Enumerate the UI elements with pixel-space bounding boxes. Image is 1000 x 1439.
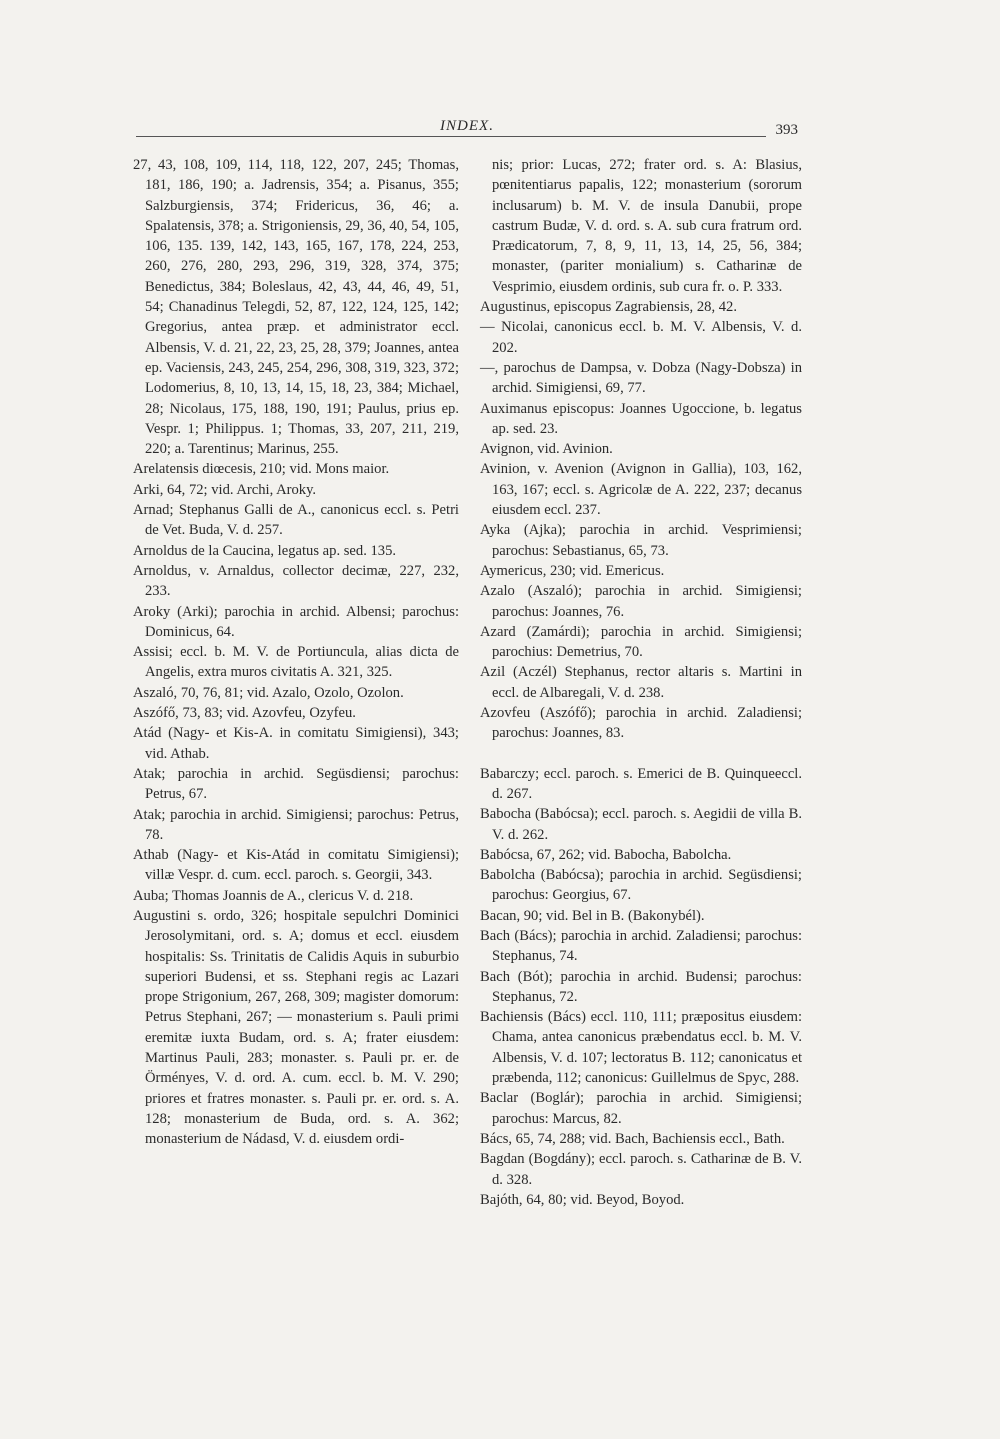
index-entry: Avignon, vid. Avinion.: [480, 441, 613, 458]
index-column-right: [480, 155, 802, 1210]
index-entry: Babocha (Babócsa); eccl. paroch. s. Aegidii de villa B. V. d. 262.: [480, 806, 802, 843]
index-entry: Avinion, v. Avenion (Avignon in Gallia), 103, 162, 163, 167; eccl. s. Agricolæ de A. 222, 237; decanus eiusdem eccl. 237.: [480, 461, 802, 519]
index-entry: Auximanus episcopus: Joannes Ugoccione, b. legatus ap. sed. 23.: [480, 400, 802, 437]
index-entry: Aszófő, 73, 83; vid. Azovfeu, Ozyfeu.: [133, 705, 356, 722]
page-header: [136, 118, 798, 140]
index-entry: Aroky (Arki); parochia in archid. Albensi; parochus: Dominicus, 64.: [133, 603, 459, 640]
index-entry: Bacan, 90; vid. Bel in B. (Bakonybél).: [480, 907, 705, 924]
index-entry: Baclar (Boglár); parochia in archid. Simigiensi; parochus: Marcus, 82.: [480, 1090, 802, 1127]
index-entry: Atád (Nagy- et Kis-A. in comitatu Simigiensi), 343; vid. Athab.: [133, 725, 459, 762]
page-number: 393: [775, 122, 798, 138]
section-gap: [480, 744, 802, 764]
index-entry: Atak; parochia in archid. Següsdiensi; parochus: Petrus, 67.: [133, 765, 459, 803]
index-entry: Augustini s. ordo, 326; hospitale sepulchri Dominici Jerosolymitani, ord. s. A; domus et eccl. eiusdem hospitalis: Ss. Trinitatis de Calidis Aquis in suburbio superiori Budensi, et ss. Stephani regis ac Lazari prope Strigonium, 267, 268, 309; magister domorum: Petrus Stephani, 267; — monasterium s. Pauli primi eremitæ iuxta Budam, ord. s. A; frater eiusdem: Martinus Pauli, 283; monaster. s. Pauli pr. er. de Örményes, V. d. ord. A. cum. eccl. b. M. V. 290; priores et fratres monaster. s. Pauli pr. er. ord. s. A. 128; monasterium de Buda, ord. s. A. 362; monasterium de Nádasd, V. d. eiusdem ordi-: [133, 907, 459, 1148]
index-entry: Babócsa, 67, 262; vid. Babocha, Babolcha.: [480, 846, 732, 863]
index-entry: Bachiensis (Bács) eccl. 110, 111; præpositus eiusdem: Chama, antea canonicus præbendatus eccl. b. M. V. Albensis, V. d. 107; lectoratus B. 112; canonicatus et præbenda, 112; canonicus: Guillelmus de Spyc, 288.: [480, 1009, 802, 1087]
index-entry: Azard (Zamárdi); parochia in archid. Simigiensi; parochius: Demetrius, 70.: [480, 623, 802, 661]
index-entry: Aszaló, 70, 76, 81; vid. Azalo, Ozolo, Ozolon.: [133, 684, 404, 701]
index-entry: Aymericus, 230; vid. Emericus.: [480, 562, 665, 579]
index-entry: Athab (Nagy- et Kis-Atád in comitatu Simigiensi); villæ Vespr. d. cum. eccl. paroch. s. Georgii, 343.: [133, 847, 459, 884]
index-entry: Bajóth, 64, 80; vid. Beyod, Boyod.: [480, 1191, 685, 1208]
index-entry: Ayka (Ajka); parochia in archid. Vesprimiensi; parochus: Sebastianus, 65, 73.: [480, 522, 802, 559]
index-entry: Arki, 64, 72; vid. Archi, Aroky.: [133, 481, 317, 498]
index-entry: Babarczy; eccl. paroch. s. Emerici de B. Quinqueeccl. d. 267.: [480, 765, 802, 802]
index-entry: — Nicolai, canonicus eccl. b. M. V. Albensis, V. d. 202.: [480, 319, 802, 356]
running-title: INDEX.: [440, 118, 494, 134]
index-entry: nis; prior: Lucas, 272; frater ord. s. A: Blasius, pœnitentiarus papalis, 122; monasterium (sororum inclusarum) b. M. V. de insula Danubii, prope castrum Budæ, V. d. ord. s. A. sub cura fratrum ord. Prædicatorum, 7, 8, 9, 11, 13, 14, 25, 56, 384; monaster, (pariter monialium) s. Catharinæ de Vesprimio, eiusdem ordinis, sub cura fr. o. P. 333.: [492, 157, 802, 295]
index-entry: 27, 43, 108, 109, 114, 118, 122, 207, 245; Thomas, 181, 186, 190; a. Jadrensis, 354; a. Pisanus, 355; Salzburgiensis, 374; Fridericus, 36, 46; a. Spalatensis, 378; a. Strigoniensis, 29, 36, 40, 54, 105, 106, 135. 139, 142, 143, 165, 167, 178, 224, 253, 260, 276, 280, 293, 296, 319, 328, 374, 375; Benedictus, 384; Boleslaus, 42, 43, 44, 46, 49, 51, 54; Chanadinus Telegdi, 52, 87, 122, 124, 125, 142; Gregorius, antea præp. et administrator eccl. Albensis, V. d. 21, 22, 23, 25, 28, 379; Joannes, antea ep. Vaciensis, 243, 245, 254, 296, 308, 319, 323, 372; Lodomerius, 8, 10, 13, 14, 15, 18, 23, 384; Michael, 28; Nicolaus, 175, 188, 190, 191; Paulus, prius ep. Vespr. 1; Philippus. 1; Thomas, 33, 207, 211, 219, 220; a. Tarentinus; Marinus, 255.: [133, 157, 459, 458]
index-column-left: [133, 155, 459, 1150]
index-entry: Bach (Bót); parochia in archid. Budensi; parochus: Stephanus, 72.: [480, 968, 802, 1005]
index-entry: Arelatensis diœcesis, 210; vid. Mons maior.: [133, 461, 390, 478]
index-entry: Assisi; eccl. b. M. V. de Portiuncula, alias dicta de Angelis, extra muros civitatis A. 321, 325.: [133, 644, 459, 681]
index-entry: Augustinus, episcopus Zagrabiensis, 28, 42.: [480, 299, 737, 316]
index-entry: Arnoldus, v. Arnaldus, collector decimæ, 227, 232, 233.: [133, 562, 459, 600]
index-entry: Arnad; Stephanus Galli de A., canonicus eccl. s. Petri de Vet. Buda, V. d. 257.: [133, 502, 459, 539]
index-entry: Bács, 65, 74, 288; vid. Bach, Bachiensis eccl., Bath.: [480, 1130, 785, 1147]
index-entry: Auba; Thomas Joannis de A., clericus V. d. 218.: [133, 887, 414, 904]
index-entry: Azil (Aczél) Stephanus, rector altaris s. Martini in eccl. de Albaregali, V. d. 238.: [480, 664, 802, 701]
index-entry: Azalo (Aszaló); parochia in archid. Simigiensi; parochus: Joannes, 76.: [480, 583, 802, 620]
index-entry: —, parochus de Dampsa, v. Dobza (Nagy-Dobsza) in archid. Simigiensi, 69, 77.: [480, 359, 802, 397]
index-entry: Azovfeu (Aszófő); parochia in archid. Zaladiensi; parochus: Joannes, 83.: [480, 705, 802, 742]
index-entry: Bach (Bács); parochia in archid. Zaladiensi; parochus: Stephanus, 74.: [480, 927, 802, 965]
index-entry: Atak; parochia in archid. Simigiensi; parochus: Petrus, 78.: [133, 806, 459, 843]
index-entry: Babolcha (Babócsa); parochia in archid. Següsdiensi; parochus: Georgius, 67.: [480, 867, 802, 904]
header-rule: [136, 136, 766, 137]
index-entry: Arnoldus de la Caucina, legatus ap. sed. 135.: [133, 542, 397, 559]
index-entry: Bagdan (Bogdány); eccl. paroch. s. Catharinæ de B. V. d. 328.: [480, 1151, 802, 1188]
